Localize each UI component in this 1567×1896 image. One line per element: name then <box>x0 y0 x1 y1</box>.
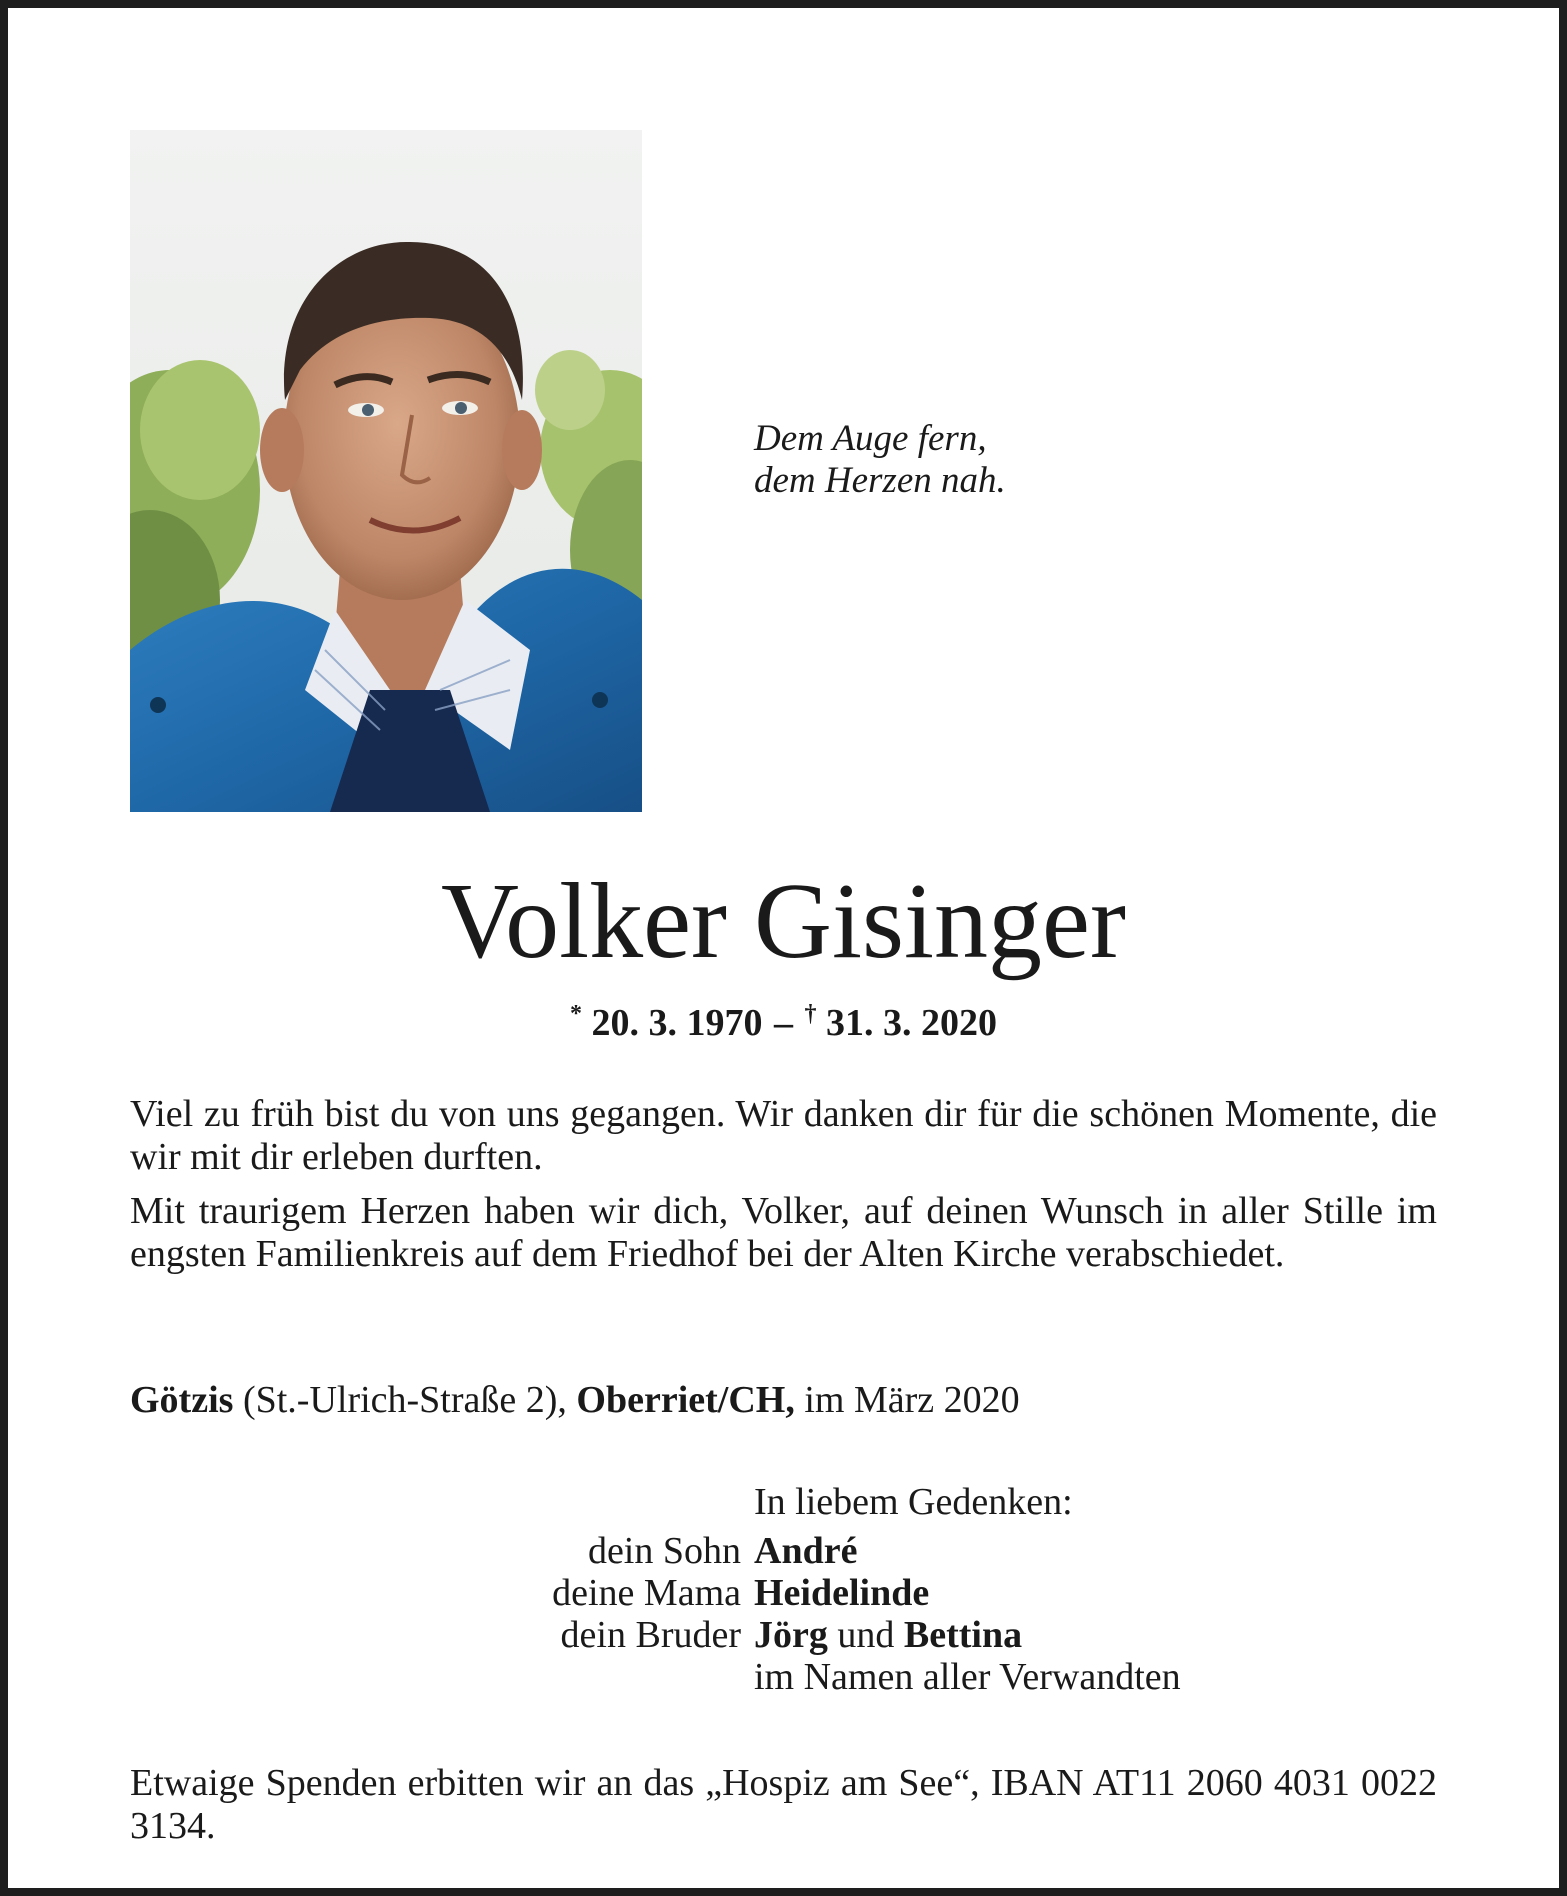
family-closing-row <box>0 1656 1567 1698</box>
family-member <box>754 1572 929 1614</box>
family-relation: deine Mama <box>552 1572 741 1614</box>
family-name-2: Bettina <box>903 1614 1023 1656</box>
paragraph-farewell: Viel zu früh bist du von uns gegangen. Wir danken dir für die schönen Momente, die wir mit dir erleben durften. <box>130 1093 1437 1178</box>
family-row <box>0 1614 1567 1656</box>
birth-date: 20. 3. 1970 <box>591 1002 763 1044</box>
family-name: Heidelinde <box>754 1572 930 1614</box>
place-and-date <box>130 1376 1020 1424</box>
town-oberriet: Oberriet/CH, <box>576 1379 795 1421</box>
family-member <box>754 1614 1022 1656</box>
memorial-quote <box>754 418 1006 502</box>
family-row <box>0 1530 1567 1572</box>
death-date: 31. 3. 2020 <box>826 1002 997 1044</box>
family-list <box>0 1530 1567 1698</box>
family-closing: im Namen aller Verwandten <box>754 1656 1181 1698</box>
memorial-heading: In liebem Gedenken: <box>754 1481 1073 1523</box>
date-text: im März 2020 <box>804 1379 1020 1421</box>
paragraph-burial: Mit traurigem Herzen haben wir dich, Volker, auf deinen Wunsch in aller Stille im engsten Familienkreis auf dem Friedhof bei der Alten Kirche verabschiedet. <box>130 1190 1437 1275</box>
family-name: André <box>754 1530 858 1572</box>
date-separator: – <box>774 1002 793 1044</box>
death-symbol: † <box>804 1001 817 1027</box>
family-connector: und <box>837 1614 895 1656</box>
family-relation: dein Sohn <box>587 1530 741 1572</box>
family-member <box>754 1530 857 1572</box>
quote-line-2: dem Herzen nah. <box>754 460 1006 501</box>
deceased-name: Volker Gisinger <box>441 862 1126 981</box>
birth-symbol: * <box>570 1001 582 1027</box>
portrait-photo <box>130 130 642 812</box>
town-goetzis: Götzis <box>130 1379 234 1421</box>
address: (St.-Ulrich-Straße 2), <box>242 1379 567 1421</box>
quote-line-1: Dem Auge fern, <box>754 418 987 459</box>
family-name: Jörg <box>754 1614 828 1656</box>
family-row <box>0 1572 1567 1614</box>
donation-note: Etwaige Spenden erbitten wir an das „Hospiz am See“, IBAN AT11 2060 4031 0022 3134. <box>130 1762 1437 1847</box>
life-dates <box>0 990 1567 1047</box>
family-relation: dein Bruder <box>560 1614 741 1656</box>
